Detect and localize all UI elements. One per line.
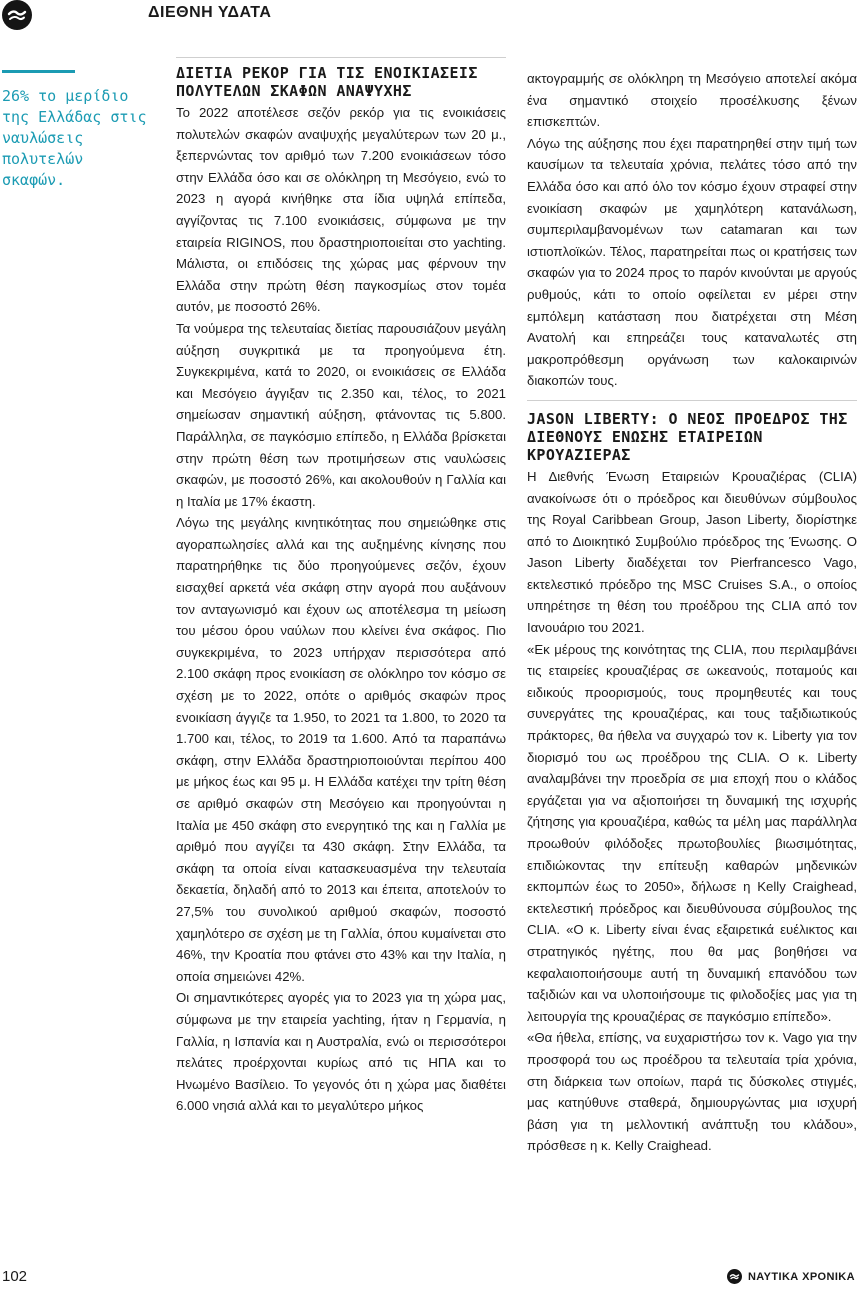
pull-quote: 26% το μερίδιο της Ελλάδας στις ναυλώσεις πολυτελών σκαφών. — [2, 87, 147, 189]
article-paragraph: Τα νούμερα της τελευταίας διετίας παρουσιάζουν μεγάλη αύξηση συγκριτικά με τα προηγούμενα έτη. Συγκεκριμένα, κατά το 2020, οι ενοικιάσεις σε Ελλάδα και Μεσόγειο άγγιξαν τις 2.350 και, τέλος, το 2021 σημείωσαν σημαντική αύξηση, φτάνοντας τις 5.800. Παράλληλα, σε παγκόσμιο επίπεδο, η Ελλάδα βρίσκεται στην πρώτη θέση των προτιμήσεων στις ναυλώσεις σκαφών, με ποσοστό 26%, και ακολουθούν η Γαλλία και η Ιταλία με 17% έκαστη. — [176, 320, 506, 509]
article-paragraph: «Θα ήθελα, επίσης, να ευχαριστήσω τον κ. Vago για την προσφορά του ως προέδρου τα τελευταία τρία χρόνια, στη διάρκεια των οποίων, παρά τις δύσκολες στιγμές, μας κατηύθυνε σταθερά, δημιουργώντας μια ισχυρή βάση για τη μελλοντική ανάπτυξη του κλάδου», πρόσθεσε η κ. Kelly Craighead. — [527, 1030, 857, 1154]
page-number: 102 — [2, 1268, 28, 1285]
wave-logo-icon — [2, 0, 32, 30]
brand-name: ΝΑΥΤΙΚΑ ΧΡΟΝΙΚΑ — [747, 1270, 855, 1283]
article-column-1 — [176, 64, 506, 1117]
article-column-2 — [527, 68, 857, 1157]
side-rule — [2, 70, 75, 73]
section-title: ΔΙΕΘΝΗ ΥΔΑΤΑ — [148, 4, 272, 21]
article-title: JASON LIBERTY: Ο ΝΕΟΣ ΠΡΟΕΔΡΟΣ ΤΗΣ ΔΙΕΘΝΟΥΣ ΕΝΩΣΗΣ ΕΤΑΙΡΕΙΩΝ ΚΡΟΥΑΖΙΕΡΑΣ — [527, 409, 848, 464]
article-title: ΔΙΕΤΙΑ ΡΕΚΟΡ ΓΙΑ ΤΙΣ ΕΝΟΙΚΙΑΣΕΙΣ ΠΟΛΥΤΕΛΩΝ ΣΚΑΦΩΝ ΑΝΑΨΥΧΗΣ — [176, 64, 478, 100]
article-paragraph: Το 2022 αποτέλεσε σεζόν ρεκόρ για τις ενοικιάσεις πολυτελών σκαφών αναψυχής μεγαλύτερων των 20 μ., ξεπερνώντας τον αριθμό των 7.200 ενοικιάσεων τόσο στην Ελλάδα όσο και σε ολόκληρη τη Μεσόγειο, ενώ το 2023 η αγορά κινήθηκε στα ίδια υψηλά επίπεδα, αγγίζοντας τις 7.100 ενοικιάσεις, σύμφωνα με την εταιρεία RIGINOS, που δραστηριοποιείται στο yachting. Μάλιστα, οι επιδόσεις της χώρας μας φέρνουν την Ελλάδα στην πρώτη θέση παγκοσμίως στον τομέα αυτόν, με ποσοστό 26%. — [176, 105, 506, 315]
article-paragraph: ακτογραμμής σε ολόκληρη τη Μεσόγειο αποτελεί ακόμα ένα σημαντικό στοιχείο προσέλκυσης ξένων επισκεπτών. — [527, 71, 857, 130]
article-paragraph: Οι σημαντικότερες αγορές για το 2023 για τη χώρα μας, σύμφωνα με την εταιρεία yachting, ήταν η Γερμανία, η Γαλλία, η Ισπανία και η Αυστραλία, ενώ οι περισσότεροι πελάτες προέρχονται κυρίως από τις ΗΠΑ και το Ηνωμένο Βασίλειο. Το γεγονός ότι η χώρα μας διαθέτει 6.000 νησιά αλλά και το μεγαλύτερο μήκος — [176, 990, 506, 1114]
article-paragraph: Η Διεθνής Ένωση Εταιρειών Κρουαζιέρας (CLIA) ανακοίνωσε ότι ο πρόεδρος και διευθύνων σύμβουλος της Royal Caribbean Group, Jason Liberty, διορίστηκε από το Διοικητικό Συμβούλιο πρόεδρος της Ένωσης. Ο Jason Liberty διαδέχεται τον Pierfrancesco Vago, εκτελεστικό πρόεδρο της MSC Cruises S.A., ο οποίος υπηρέτησε τη θέση του προέδρου της CLIA από τον Ιανουάριο του 2021. — [527, 468, 857, 636]
wave-logo-icon — [727, 1269, 742, 1284]
article-paragraph: Λόγω της αύξησης που έχει παρατηρηθεί στην τιμή των καυσίμων τα τελευταία χρόνια, πελάτες τόσο από την Ελλάδα όσο και από όλο τον κόσμο έχουν στραφεί στην ενοικίαση σκαφών με χαμηλότερη κατανάλωση, συμπεριλαμβανομένων των catamaran και των ιστιοπλοϊκών. Τέλος, παρατηρείται πως οι κρατήσεις των σκαφών για το 2024 προς το παρόν κινούνται με αργούς ρυθμούς, κάτι το οποίο οφείλεται εν μέρει στην εμπόλεμη κατάσταση που διατρέχεται στη Μέση Ανατολή και επηρεάζει τους καταναλωτές στη μακροπρόθεσμη οργάνωση των καλοκαιρινών διακοπών τους. — [527, 135, 857, 389]
column-divider — [176, 57, 506, 58]
article-paragraph: «Εκ μέρους της κοινότητας της CLIA, που περιλαμβάνει τις εταιρείες κρουαζιέρας σε ωκεανούς, ποταμούς και ειδικούς προορισμούς, τους προμηθευτές και τους συνεργάτες της κρουαζιέρας, και τους ταξιδιωτικούς πράκτορες, θα ήθελα να συγχαρώ τον κ. Liberty για τον διορισμό του ως προέδρου της CLIA. Ο κ. Liberty αναλαμβάνει την προεδρία σε μια εποχή που ο κλάδος εργάζεται για να αξιοποιήσει τη δυναμική της ισχυρής ζήτησης για κρουαζιέρα, καθώς τα μέλη μας παράλληλα προωθούν φιλόδοξες πρωτοβουλίες βιωσιμότητας, επιδιώκοντας την επίτευξη καθαρών μηδενικών εκπομπών έως το 2050», δήλωσε η Kelly Craighead, εκτελεστική πρόεδρος και διευθύνουσα σύμβουλος της CLIA. «Ο κ. Liberty είναι ένας εξαιρετικά ευέλικτος και στρατηγικός ηγέτης, που θα μας βοηθήσει να κεφαλαιοποιήσουμε αυτή τη δυναμική επανόδου των ταξιδιών και να υλοποιήσουμε τις φιλοδοξίες μας για τη λειτουργία της κρουαζιέρας σε παγκόσμιο επίπεδο». — [527, 641, 857, 1024]
article-paragraph: Λόγω της μεγάλης κινητικότητας που σημειώθηκε στις αγοραπωλησίες αλλά και της αυξημένης κίνησης που παρατηρήθηκε τις δύο προηγούμενες σεζόν, έχουν εισαχθεί αρκετά νέα σκάφη στην αγορά που αυξάνουν τον ανταγωνισμό και έχουν ως αποτέλεσμα τη μείωση του μέσου όρου ναύλων που κλείνει ένα σκάφος. Πιο συγκεκριμένα, το 2023 υπήρχαν περισσότερα από 2.100 σκάφη προς ενοικίαση σε ολόκληρο τον κόσμο σε σχέση με το 2022, οπότε ο αριθμός σκαφών προς ενοικίαση άγγιζε τα 1.950, το 2021 τα 1.800, το 2020 τα 1.700 και, τέλος, το 2019 τα 1.600. Από τα παραπάνω σκάφη, στην Ελλάδα δραστηριοποιούνται περίπου 400 με μήκος έως και 95 μ. Η Ελλάδα κατέχει την τρίτη θέση σε αριθμό σκαφών στη Μεσόγειο και προηγούνται η Ιταλία με 450 σκάφη στο ενεργητικό της και η Γαλλία με αριθμό που αγγίζει τα 430 σκάφη. Στην Ελλάδα, τα σκάφη τα οποία είναι κατασκευασμένα την τελευταία δεκαετία, δηλαδή από το 2013 και έπειτα, αποτελούν το 27,5% του συνολικού αριθμού σκαφών, ποσοστό χαμηλότερο σε σχέση με τη Γαλλία, όπου κυμαίνεται στο 46%, την Κροατία που φτάνει στο 43% και την Ιταλία, η οποία σημειώνει 42%. — [176, 515, 506, 984]
article-divider — [527, 400, 857, 401]
magazine-brand — [727, 1269, 855, 1284]
